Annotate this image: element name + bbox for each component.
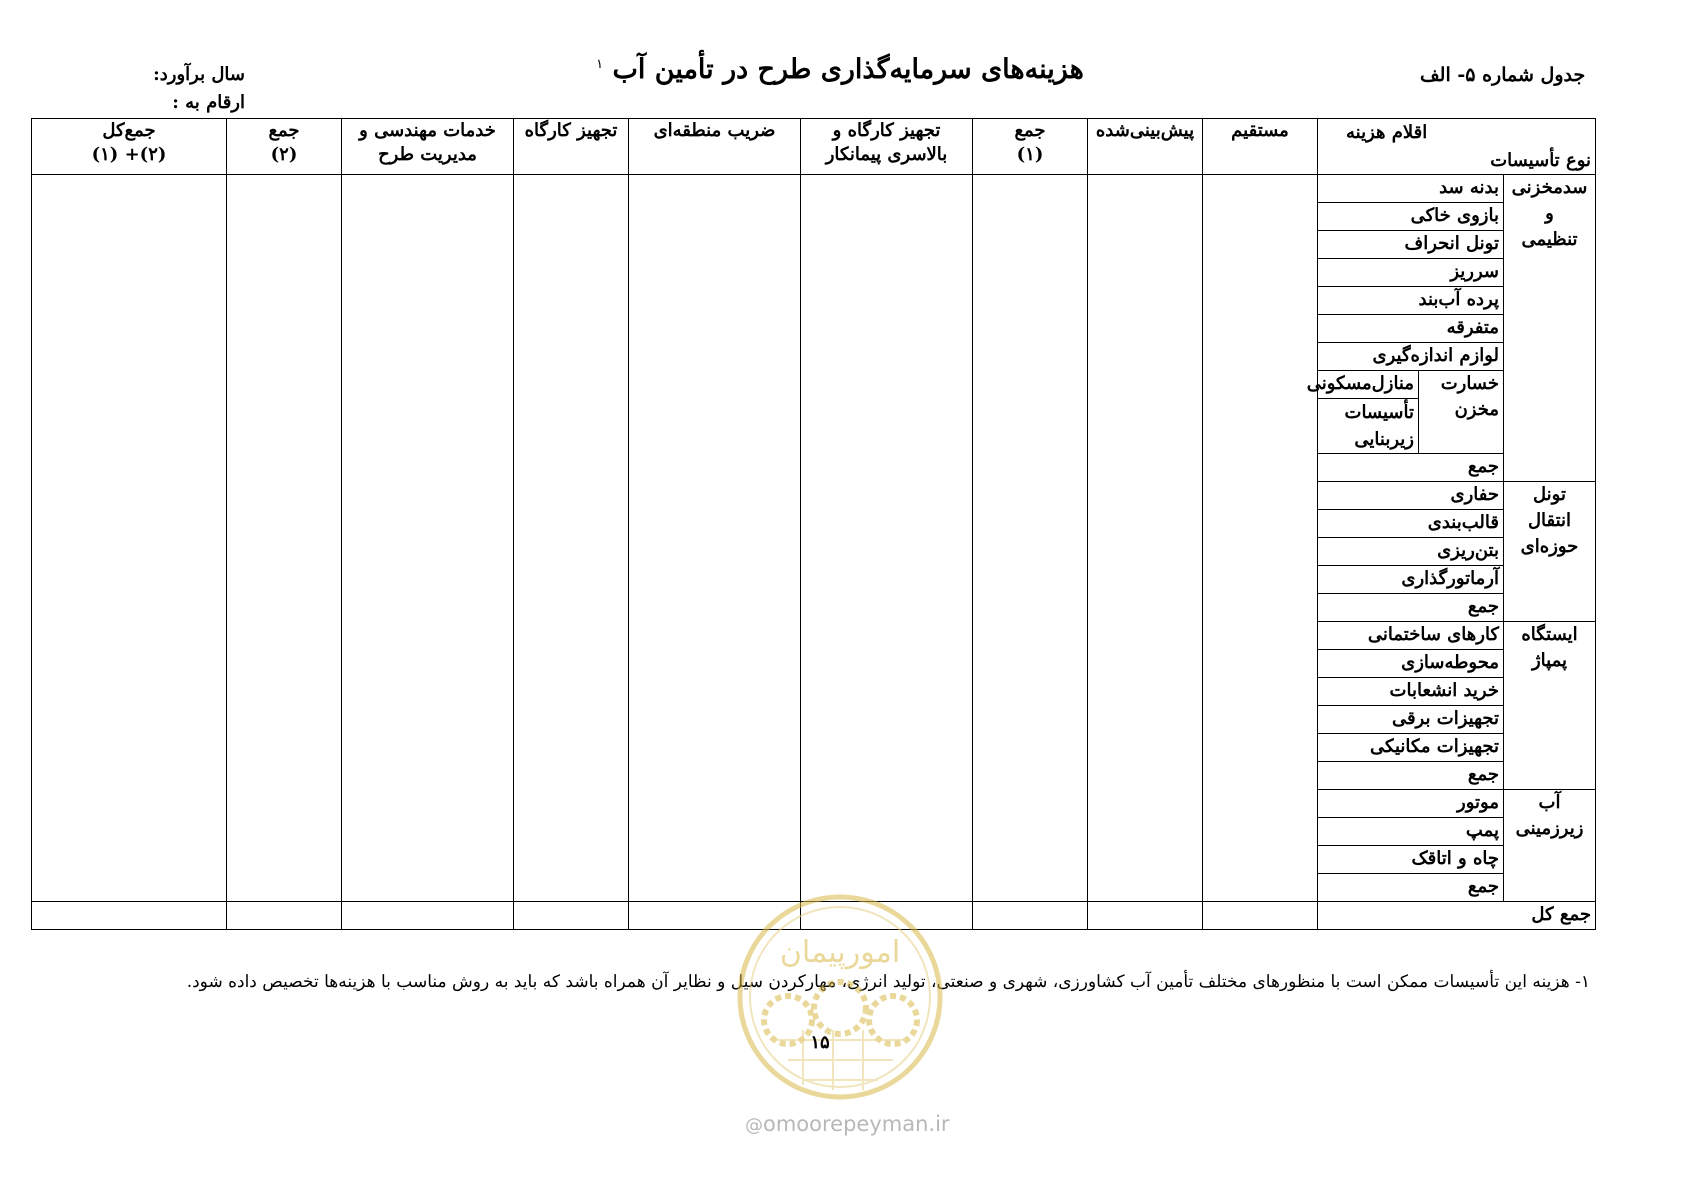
infrastructure-line1: تأسیسات bbox=[1344, 402, 1414, 423]
row-label-sum: جمع bbox=[1318, 762, 1504, 790]
category-tunnel-line2: انتقال bbox=[1527, 510, 1572, 531]
row-label: تجهیزات مکانیکی bbox=[1318, 734, 1504, 762]
grand-total-cell bbox=[514, 902, 629, 930]
workshop-overhead-header bbox=[801, 119, 973, 175]
category-groundwater-line1: آب bbox=[1538, 792, 1561, 813]
category-tunnel-line3: حوزه‌ای bbox=[1520, 536, 1579, 557]
row-label: قالب‌بندی bbox=[1318, 510, 1504, 538]
reservoir-damage-label bbox=[1419, 371, 1504, 454]
total-header bbox=[32, 119, 227, 175]
workshop-overhead-line2: بالاسری پیمانکار bbox=[825, 144, 948, 165]
page-number: ۱۵ bbox=[810, 1032, 830, 1053]
damage-line1: خسارت bbox=[1440, 373, 1499, 394]
sum2-label: جمع bbox=[268, 120, 300, 141]
row-label: موتور bbox=[1318, 790, 1504, 818]
row-label: تجهیزات برقی bbox=[1318, 706, 1504, 734]
total-column-cells bbox=[32, 175, 227, 902]
sum1-header bbox=[973, 119, 1088, 175]
forecast-header: پیش‌بینی‌شده bbox=[1088, 119, 1203, 175]
cost-items-header: اقلام هزینه bbox=[1346, 122, 1428, 143]
category-groundwater-line2: زیرزمینی bbox=[1515, 818, 1584, 839]
row-label-sum: جمع bbox=[1318, 454, 1504, 482]
engineering-column-cells bbox=[342, 175, 514, 902]
at-icon: @ bbox=[745, 1115, 763, 1136]
watermark-url-text: omoorepeyman.ir bbox=[763, 1112, 950, 1136]
regional-factor-header: ضریب منطقه‌ای bbox=[629, 119, 801, 175]
category-tunnel bbox=[1504, 482, 1596, 622]
workshop-overhead-line1: تجهیز کارگاه و bbox=[832, 120, 941, 141]
investment-cost-table bbox=[31, 118, 1596, 930]
table-number: جدول شماره ۵- الف bbox=[1420, 64, 1586, 86]
grand-total-cell bbox=[973, 902, 1088, 930]
workshop-column-cells bbox=[514, 175, 629, 902]
total-formula: (۲)+ (۱) bbox=[91, 144, 167, 165]
grand-total-label: جمع کل bbox=[1318, 902, 1596, 930]
category-pump bbox=[1504, 622, 1596, 790]
direct-column-cells bbox=[1203, 175, 1318, 902]
watermark-logo-text: امورپیمان bbox=[779, 935, 901, 970]
row-label: آرماتورگذاری bbox=[1318, 566, 1504, 594]
sum1-number: (۱) bbox=[1016, 144, 1044, 165]
category-pump-line1: ایستگاه bbox=[1521, 624, 1578, 645]
row-label: بازوی خاکی bbox=[1318, 203, 1504, 231]
row-label: متفرقه bbox=[1318, 315, 1504, 343]
watermark-url bbox=[745, 1112, 950, 1136]
infrastructure-line2: زیربنایی bbox=[1354, 429, 1414, 450]
engineering-line2: مدیریت طرح bbox=[378, 144, 477, 165]
grand-total-cell bbox=[227, 902, 342, 930]
footnote: ۱- هزینه این تأسیسات ممکن است با منظورهای مختلف تأمین آب کشاورزی، شهری و صنعتی، تولید انرژی، مهارکردن سیل و نظایر آن همراه باشد که باید به روش مناسب با هزینه‌ها تخصیص داده شود. bbox=[186, 972, 1590, 992]
forecast-column-cells bbox=[1088, 175, 1203, 902]
row-label: خرید انشعابات bbox=[1318, 678, 1504, 706]
units-label: ارقام به : bbox=[172, 92, 245, 113]
page-title bbox=[560, 54, 1120, 85]
sum1-label: جمع bbox=[1014, 120, 1046, 141]
grand-total-cell bbox=[1203, 902, 1318, 930]
grand-total-cell bbox=[1088, 902, 1203, 930]
sum1-column-cells bbox=[973, 175, 1088, 902]
sum2-column-cells bbox=[227, 175, 342, 902]
workshop-header: تجهیز کارگاه bbox=[514, 119, 629, 175]
total-label: جمع‌کل bbox=[102, 120, 156, 141]
category-dam-line2: و bbox=[1545, 203, 1554, 224]
row-label-sum: جمع bbox=[1318, 594, 1504, 622]
category-dam bbox=[1504, 175, 1596, 482]
row-label: کارهای ساختمانی bbox=[1318, 622, 1504, 650]
category-dam-line3: تنظیمی bbox=[1521, 229, 1578, 250]
footnote-marker: ۱ bbox=[596, 57, 604, 72]
engineering-line1: خدمات مهندسی و bbox=[359, 120, 496, 141]
direct-header: مستقیم bbox=[1203, 119, 1318, 175]
row-label: پرده آب‌بند bbox=[1318, 287, 1504, 315]
category-pump-line2: پمپاژ bbox=[1531, 650, 1568, 671]
category-tunnel-line1: تونل bbox=[1533, 484, 1566, 505]
row-label-sum: جمع bbox=[1318, 874, 1504, 902]
sum2-header bbox=[227, 119, 342, 175]
grand-total-cell bbox=[32, 902, 227, 930]
table-row bbox=[32, 175, 1596, 203]
corner-header bbox=[1318, 119, 1596, 175]
row-label: لوازم اندازه‌گیری bbox=[1318, 343, 1504, 371]
workshop-overhead-column-cells bbox=[801, 175, 973, 902]
engineering-header bbox=[342, 119, 514, 175]
row-label: حفاری bbox=[1318, 482, 1504, 510]
title-text: هزینه‌های سرمایه‌گذاری طرح در تأمین آب bbox=[612, 54, 1084, 85]
sum2-number: (۲) bbox=[270, 144, 298, 165]
facility-type-header: نوع تأسیسات bbox=[1490, 150, 1591, 171]
grand-total-cell bbox=[342, 902, 514, 930]
category-dam-line1: سدمخزنی bbox=[1511, 177, 1588, 198]
row-label: بدنه سد bbox=[1318, 175, 1504, 203]
row-label: منازل‌مسکونی bbox=[1318, 371, 1419, 399]
table-header-row bbox=[32, 119, 1596, 175]
row-label bbox=[1318, 399, 1419, 454]
row-label: محوطه‌سازی bbox=[1318, 650, 1504, 678]
row-label: چاه و اتاقک bbox=[1318, 846, 1504, 874]
damage-line2: مخزن bbox=[1454, 399, 1499, 420]
row-label: پمپ bbox=[1318, 818, 1504, 846]
category-groundwater bbox=[1504, 790, 1596, 902]
estimate-year-label: سال برآورد: bbox=[153, 64, 245, 85]
row-label: تونل انحراف bbox=[1318, 231, 1504, 259]
watermark-logo-icon bbox=[733, 890, 948, 1105]
row-label: بتن‌ریزی bbox=[1318, 538, 1504, 566]
row-label: سرریز bbox=[1318, 259, 1504, 287]
regional-factor-column-cells bbox=[629, 175, 801, 902]
